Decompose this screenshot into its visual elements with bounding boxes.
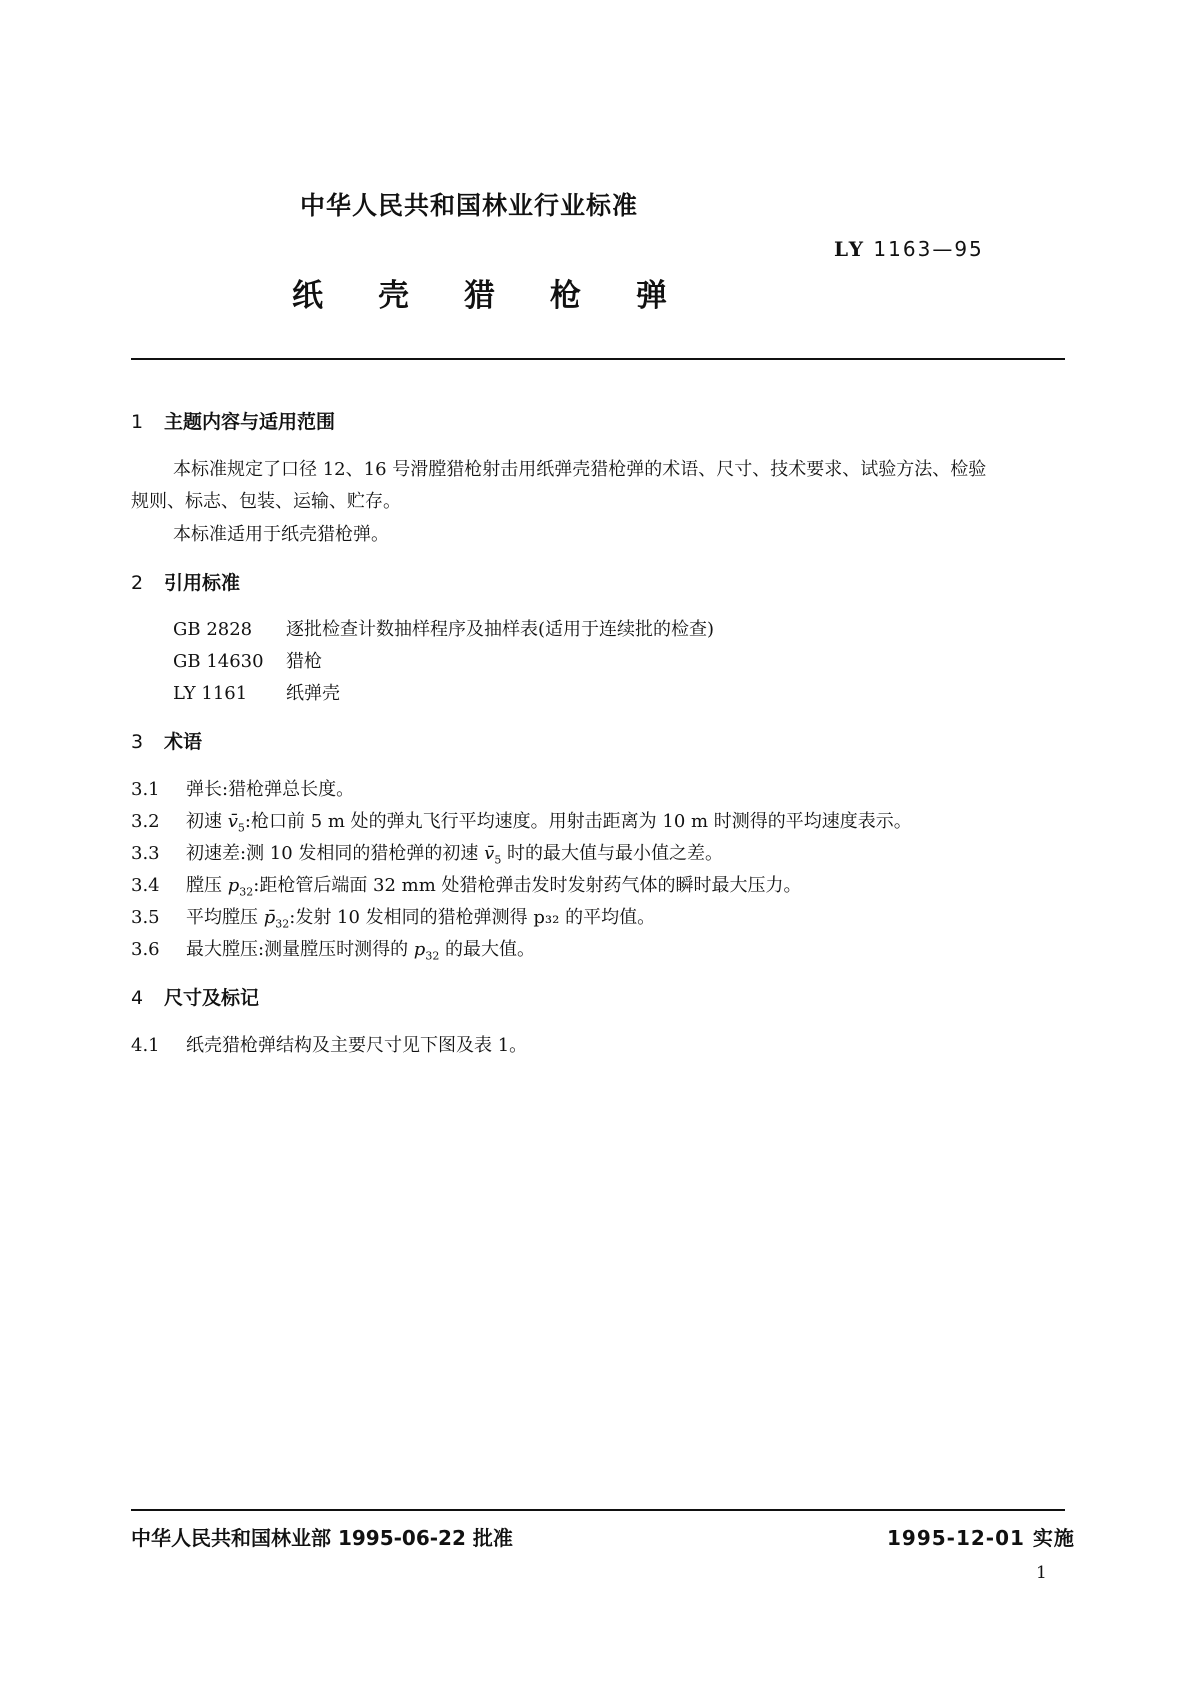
symbol-p32: p <box>413 939 426 960</box>
symbol-p32-mean: p̄ <box>263 907 276 928</box>
reference-title: 逐批检查计数抽样程序及抽样表(适用于连续批的检查) <box>286 619 715 640</box>
section-title: 引用标准 <box>164 572 241 594</box>
standard-code-prefix: LY <box>834 237 866 261</box>
effective-date: 1995-12-01 实施 <box>887 1526 1075 1550</box>
term-number: 3.3 <box>131 843 160 864</box>
term-text: 膛压 <box>186 875 228 896</box>
term-item <box>131 1031 527 1057</box>
term-number: 3.1 <box>131 779 160 800</box>
scope-applicability: 本标准适用于纸壳猎枪弹。 <box>173 524 389 545</box>
reference-title: 猎枪 <box>286 651 322 672</box>
standard-code-number: 1163—95 <box>873 237 984 261</box>
symbol-subscript: 32 <box>275 917 290 931</box>
title-char: 纸 <box>292 278 323 314</box>
term-item <box>131 775 354 801</box>
section-number: 3 <box>131 731 144 753</box>
footer-divider <box>131 1509 1065 1511</box>
term-item <box>131 871 802 899</box>
issuing-body-title: 中华人民共和国林业行业标准 <box>300 191 639 220</box>
term-item <box>131 839 723 867</box>
section-number: 2 <box>131 572 144 594</box>
term-text: :距枪管后端面 32 mm 处猎枪弹击发时发射药气体的瞬时最大压力。 <box>253 875 802 896</box>
reference-code: GB 2828 <box>173 619 253 640</box>
title-char: 猎 <box>464 278 495 314</box>
scope-paragraph-line-1: 本标准规定了口径 12、16 号滑膛猎枪射击用纸弹壳猎枪弹的术语、尺寸、技术要求、试验方法、检验 <box>173 459 987 480</box>
item-number: 4.1 <box>131 1035 160 1056</box>
standard-code <box>834 237 984 261</box>
symbol-p32: p <box>227 875 240 896</box>
section-title: 尺寸及标记 <box>164 987 260 1009</box>
reference-code: LY 1161 <box>173 683 248 704</box>
page-number: 1 <box>1036 1563 1047 1583</box>
term-text: 时的最大值与最小值之差。 <box>501 843 724 864</box>
term-text: 最大膛压:测量膛压时测得的 <box>186 939 414 960</box>
term-number: 3.5 <box>131 907 160 928</box>
term-item <box>131 903 655 931</box>
section-number: 1 <box>131 411 144 433</box>
section-title: 主题内容与适用范围 <box>164 411 336 433</box>
reference-code: GB 14630 <box>173 651 264 672</box>
section-number: 4 <box>131 987 144 1009</box>
section-title: 术语 <box>164 731 203 753</box>
symbol-subscript: 32 <box>425 949 440 963</box>
reference-item <box>173 647 322 673</box>
reference-item <box>173 615 714 641</box>
section-3-heading <box>131 727 202 754</box>
header-divider <box>131 358 1065 360</box>
term-text: 初速差:测 10 发相同的猎枪弹的初速 <box>186 843 485 864</box>
symbol-subscript: 32 <box>239 885 254 899</box>
symbol-subscript: 5 <box>237 821 245 835</box>
scope-paragraph-line-2: 规则、标志、包装、运输、贮存。 <box>131 491 401 512</box>
term-text: :枪口前 5 m 处的弹丸飞行平均速度。用射击距离为 10 m 时测得的平均速度表示。 <box>244 811 912 832</box>
section-4-heading <box>131 983 259 1010</box>
symbol-v5: v̄ <box>484 843 495 864</box>
term-text: 初速 <box>186 811 228 832</box>
title-char: 壳 <box>378 278 409 314</box>
term-number: 3.4 <box>131 875 160 896</box>
item-text: 纸壳猎枪弹结构及主要尺寸见下图及表 1。 <box>186 1035 528 1056</box>
term-text: 弹长:猎枪弹总长度。 <box>186 779 355 800</box>
term-text: 平均膛压 <box>186 907 264 928</box>
title-char: 枪 <box>550 278 581 314</box>
symbol-v5: v̄ <box>227 811 238 832</box>
symbol-subscript: 5 <box>494 853 502 867</box>
title-char: 弹 <box>636 278 667 314</box>
term-number: 3.2 <box>131 811 160 832</box>
term-number: 3.6 <box>131 939 160 960</box>
term-item <box>131 935 535 963</box>
term-text: 的最大值。 <box>439 939 536 960</box>
section-1-heading <box>131 407 335 434</box>
term-text: :发射 10 发相同的猎枪弹测得 p₃₂ 的平均值。 <box>289 907 656 928</box>
document-title <box>292 270 722 315</box>
reference-title: 纸弹壳 <box>286 683 340 704</box>
term-item <box>131 807 912 835</box>
approval-statement: 中华人民共和国林业部 1995-06-22 批准 <box>131 1526 513 1550</box>
section-2-heading <box>131 568 240 595</box>
reference-item <box>173 679 340 705</box>
